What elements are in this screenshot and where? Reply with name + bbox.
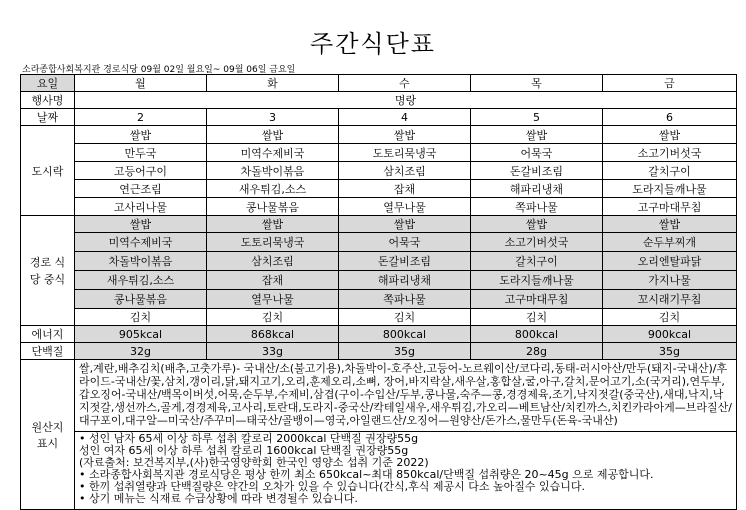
dining-cell: 고구마대무침 xyxy=(471,290,603,309)
note-line: • 상기 메뉴는 식재료 수급상황에 따라 변경될수 있습니다. xyxy=(79,492,358,505)
notes-row xyxy=(21,432,737,510)
lunchbox-row xyxy=(21,198,737,216)
dining-cell: 소고기버섯국 xyxy=(471,233,603,252)
protein-row xyxy=(21,343,737,360)
origin-text: 쌀,계란,배추김치(배추,고춧가루)- 국내산/소(불고기용),차돌박이-호주산,고등어-노르웨이산/코다리,동태-러시아산/만두(돼지-국내산)/후라이드-국내산/꽃,삼치,갱이리,닭,돼지고기,오리,훈제오리,소뼈, 장어,바지락살,새우살,홍합살,굴,아구,갈치,문어고기,소(국거리),연두부,갑오징어-국내산/백목이버섯,어묵,순두부,수제비,삼겹(구이-수입산/두부,콩나물,숙주—콩,경경제육,조기,낙지젓갈(중국산),새대,낙지,낙지젓갈,생선까스,골게,경경제육,고사리,토란대,도라지-중국산/칵테일새우,새우튀김,가오리—베트남산/치킨까스,치킨카라아게—브라질산/대구포이,대구알—미국산/주꾸미—태국산/골뱅이—영국,아일랜드산/오징어—원양산/돈가스,물만두(돈육-국내산) xyxy=(75,360,737,432)
dining-cell: 도토리묵냉국 xyxy=(207,233,339,252)
dining-cell: 오리엔탈파닭 xyxy=(603,252,737,271)
dining-cell: 쌀밥 xyxy=(471,216,603,233)
lunchbox-cell: 고사리나물 xyxy=(75,198,207,216)
protein-cell: 35g xyxy=(603,343,737,360)
energy-cell: 905kcal xyxy=(75,326,207,343)
day-header: 요일 xyxy=(21,75,75,92)
dining-row xyxy=(21,309,737,326)
dining-cell: 쌀밥 xyxy=(75,216,207,233)
note-line: • 한끼 섭취열량과 단백질량은 약간의 오차가 있을 수 있습니다(간식,후식 제공시 다소 높아질수 있습니다. xyxy=(79,480,586,493)
dining-cell: 미역수제비국 xyxy=(75,233,207,252)
lunchbox-cell: 도토리묵냉국 xyxy=(339,144,471,162)
lunchbox-cell: 갈치구이 xyxy=(603,162,737,180)
dining-cell: 김치 xyxy=(471,309,603,326)
day-wed: 수 xyxy=(339,75,471,92)
dining-cell: 김치 xyxy=(75,309,207,326)
day-row xyxy=(21,75,737,92)
dining-cell: 열무나물 xyxy=(207,290,339,309)
lunchbox-cell: 열무나물 xyxy=(339,198,471,216)
period-subtitle: 소라종합사회복지관 경로식당 09월 02일 월요일~ 09월 06일 금요일 xyxy=(22,65,296,75)
energy-cell: 900kcal xyxy=(603,326,737,343)
dining-cell: 가지나물 xyxy=(603,271,737,290)
energy-cell: 868kcal xyxy=(207,326,339,343)
origin-header xyxy=(21,360,75,510)
lunchbox-cell: 만두국 xyxy=(75,144,207,162)
note-line: • 성인 남자 65세 이상 하루 섭취 칼로리 2000kcal 단백질 권장량55g xyxy=(79,432,419,445)
origin-header-label: 원산지 표시 xyxy=(31,420,64,450)
energy-row xyxy=(21,326,737,343)
dining-cell: 쪽파나물 xyxy=(339,290,471,309)
dining-cell: 잡채 xyxy=(207,271,339,290)
note-line: (자료출처: 보건복지부,(사)한국영양학회 한국인 영양소 섭취 기준 2022) xyxy=(79,456,429,469)
lunchbox-cell: 쌀밥 xyxy=(339,126,471,144)
lunchbox-cell: 차돌박이볶음 xyxy=(207,162,339,180)
lunchbox-cell: 삼치조림 xyxy=(339,162,471,180)
lunchbox-cell: 잡채 xyxy=(339,180,471,198)
event-header: 행사명 xyxy=(21,92,75,109)
protein-cell: 32g xyxy=(75,343,207,360)
day-fri: 금 xyxy=(603,75,737,92)
dining-cell: 쌀밥 xyxy=(339,216,471,233)
note-line: • 소라종합사회복지관 경로식당은 평상 한끼 최소 650kcal~최대 850kcal/단백질 섭취량은 20~45g 으로 제공합니다. xyxy=(79,468,654,481)
dining-row xyxy=(21,252,737,271)
day-mon: 월 xyxy=(75,75,207,92)
date-tue: 3 xyxy=(207,109,339,126)
lunchbox-cell: 해파리냉채 xyxy=(471,180,603,198)
weekly-menu-table xyxy=(20,74,737,510)
lunchbox-cell: 고등어구이 xyxy=(75,162,207,180)
dining-cell: 갈치구이 xyxy=(471,252,603,271)
date-row xyxy=(21,109,737,126)
date-header: 날짜 xyxy=(21,109,75,126)
lunchbox-cell: 도라지들깨나물 xyxy=(603,180,737,198)
dining-cell: 콩나물볶음 xyxy=(75,290,207,309)
dining-cell: 돈갈비조림 xyxy=(339,252,471,271)
energy-cell: 800kcal xyxy=(471,326,603,343)
lunchbox-cell: 돈갈비조림 xyxy=(471,162,603,180)
dining-cell: 삼치조림 xyxy=(207,252,339,271)
dining-cell: 쌀밥 xyxy=(207,216,339,233)
lunchbox-cell: 쌀밥 xyxy=(75,126,207,144)
lunchbox-row xyxy=(21,144,737,162)
lunchbox-cell: 소고기버섯국 xyxy=(603,144,737,162)
dining-cell: 꼬시래기무침 xyxy=(603,290,737,309)
protein-cell: 28g xyxy=(471,343,603,360)
dining-cell: 새우튀김,소스 xyxy=(75,271,207,290)
lunchbox-row xyxy=(21,180,737,198)
dining-cell: 어묵국 xyxy=(339,233,471,252)
dining-cell: 차돌박이볶음 xyxy=(75,252,207,271)
dining-cell: 쌀밥 xyxy=(603,216,737,233)
dining-row xyxy=(21,271,737,290)
dining-cell: 김치 xyxy=(339,309,471,326)
lunchbox-cell: 어묵국 xyxy=(471,144,603,162)
date-mon: 2 xyxy=(75,109,207,126)
dining-cell: 순두부찌개 xyxy=(603,233,737,252)
dining-cell: 도라지들깨나물 xyxy=(471,271,603,290)
date-fri: 6 xyxy=(603,109,737,126)
lunchbox-cell: 새우튀김,소스 xyxy=(207,180,339,198)
dining-cell: 김치 xyxy=(207,309,339,326)
protein-cell: 33g xyxy=(207,343,339,360)
page-title: 주간식단표 xyxy=(310,30,436,58)
dining-row xyxy=(21,233,737,252)
lunchbox-cell: 콩나물볶음 xyxy=(207,198,339,216)
day-tue: 화 xyxy=(207,75,339,92)
dining-header xyxy=(21,216,75,326)
dining-row xyxy=(21,216,737,233)
lunchbox-row xyxy=(21,162,737,180)
lunchbox-cell: 쌀밥 xyxy=(207,126,339,144)
lunchbox-cell: 쪽파나물 xyxy=(471,198,603,216)
event-row xyxy=(21,92,737,109)
lunchbox-cell: 연근조림 xyxy=(75,180,207,198)
energy-header: 에너지 xyxy=(21,326,75,343)
note-line: 성인 여자 65세 이상 하루 섭취 칼로리 1600kcal 단백질 권장량55g xyxy=(79,444,409,457)
lunchbox-cell: 쌀밥 xyxy=(471,126,603,144)
protein-cell: 35g xyxy=(339,343,471,360)
dining-cell: 해파리냉채 xyxy=(339,271,471,290)
notes-cell xyxy=(75,432,737,510)
date-thu: 5 xyxy=(471,109,603,126)
lunchbox-row xyxy=(21,126,737,144)
lunchbox-cell: 고구마대무침 xyxy=(603,198,737,216)
day-thu: 목 xyxy=(471,75,603,92)
dining-header-label: 경로 식당 중식 xyxy=(29,255,66,286)
event-name: 명랑 xyxy=(75,92,737,109)
lunchbox-cell: 미역수제비국 xyxy=(207,144,339,162)
lunchbox-header: 도시락 xyxy=(21,126,75,216)
lunchbox-cell: 쌀밥 xyxy=(603,126,737,144)
date-wed: 4 xyxy=(339,109,471,126)
dining-row xyxy=(21,290,737,309)
energy-cell: 800kcal xyxy=(339,326,471,343)
dining-cell: 김치 xyxy=(603,309,737,326)
origin-row xyxy=(21,360,737,432)
protein-header: 단백질 xyxy=(21,343,75,360)
